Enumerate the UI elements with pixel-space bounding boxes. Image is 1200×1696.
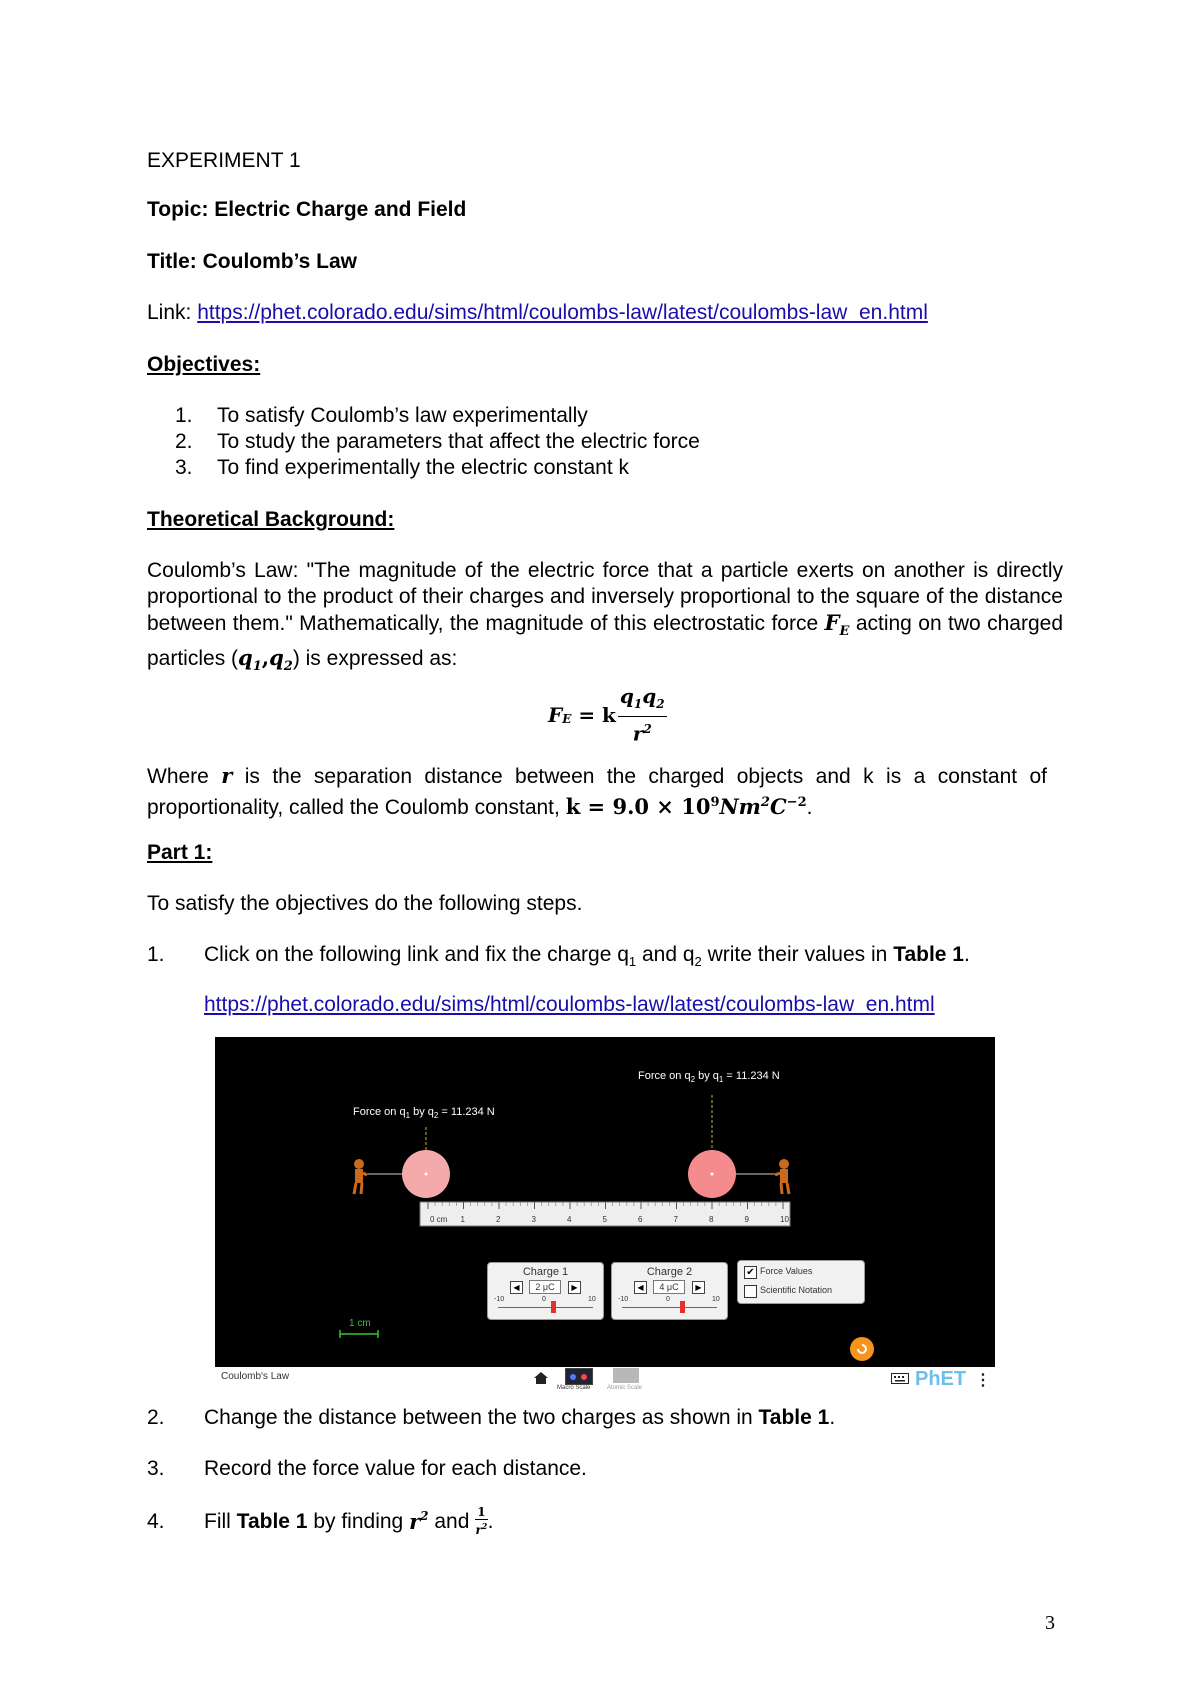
atomic-scale-label: Atomic Scale (607, 1385, 643, 1391)
scale-label: 1 cm (349, 1318, 371, 1329)
step-1-link-line (204, 992, 935, 1018)
charge-2-increase-button[interactable]: ▶ (692, 1281, 705, 1294)
atomic-scale-icon[interactable] (613, 1368, 639, 1383)
menu-icon[interactable]: ⋮ (975, 1372, 991, 1389)
theory-paragraph: Coulomb’s Law: "The magnitude of the electric force that a particle exerts on another is directly proportional to the product of their charges and inversely proportional to the square of the distance between them." Mathematically, the magnitude of this electrostatic force $F_E$ acting on two charged particles $(q_1,q_2)$ is expressed as: (147, 559, 1064, 675)
link-label: Link: (147, 301, 198, 324)
charge-1-decrease-button[interactable]: ◀ (510, 1281, 523, 1294)
charge-1-increase-button[interactable]: ▶ (568, 1281, 581, 1294)
step-1: 1. Click on the following link and fix the charge $q_1$ and $q_2$ write their values in Table 1. (147, 943, 970, 970)
charge-2-panel: Charge 2 ◀ 4 μC ▶ -10 0 10 (611, 1262, 728, 1320)
objectives-list (175, 403, 700, 481)
charge-1-title: Charge 1 (522, 1266, 569, 1278)
right-puller-icon (775, 1159, 789, 1194)
sim-nav-bar (215, 1367, 995, 1395)
scientific-notation-checkbox[interactable] (744, 1285, 757, 1298)
macro-scale-label: Macro Scale (557, 1385, 591, 1391)
step-3: 3. Record the force value for each distance. (147, 1457, 587, 1480)
charge-1-slider-track[interactable] (498, 1307, 593, 1308)
charge-2-value: 4 μC (653, 1280, 685, 1294)
objectives-heading: Objectives: (147, 353, 261, 376)
charge-2-slider-thumb[interactable] (680, 1301, 685, 1313)
part1-heading: Part 1: (147, 841, 213, 864)
ruler-tick-label: 3 (531, 1215, 536, 1224)
page-number: 3 (1045, 1612, 1055, 1634)
simulation-screenshot (215, 1037, 995, 1367)
ruler-tick-label: 5 (602, 1215, 607, 1224)
ruler-tick-label: 9 (744, 1215, 749, 1224)
list-item: 3. To find experimentally the electric constant k (175, 456, 630, 479)
list-item: 1. To satisfy Coulomb’s law experimentally (175, 404, 588, 427)
ruler-tick-label: 4 (567, 1215, 572, 1224)
force-label-q1: Force on $q_1$ by $q_2 = 11.234$ N (353, 1106, 495, 1121)
ruler[interactable] (420, 1202, 790, 1226)
ruler-tick-label: 1 (460, 1215, 465, 1224)
charge-1-panel: Charge 1 ◀ 2 μC ▶ -10 0 10 (487, 1262, 604, 1320)
ruler-tick-label: 2 (496, 1215, 501, 1224)
force-label-q2: Force on $q_2$ by $q_1 = 11.234$ N (638, 1070, 780, 1085)
simulation-canvas (215, 1037, 995, 1367)
ruler-tick-label: 7 (673, 1215, 678, 1224)
ruler-tick-label: 10 (780, 1215, 789, 1224)
experiment-heading: EXPERIMENT 1 (147, 149, 301, 172)
theory-heading: Theoretical Background: (147, 508, 395, 531)
charge-2-title: Charge 2 (646, 1266, 693, 1278)
sim-app-name: Coulomb's Law (221, 1371, 290, 1382)
reset-button[interactable] (850, 1337, 874, 1361)
coulomb-formula: F $_E$ = k $q_1q_2$ $r^2$ (548, 683, 665, 746)
charge-2-decrease-button[interactable]: ◀ (634, 1281, 647, 1294)
force-values-label: Force Values (760, 1266, 813, 1276)
simulation-link[interactable]: https://phet.colorado.edu/sims/html/coulombs-law/latest/coulombs-law_en.html (197, 301, 928, 324)
phet-logo[interactable]: PhET (915, 1368, 967, 1390)
macro-scale-icon[interactable] (565, 1368, 593, 1385)
list-item: 2. To study the parameters that affect the electric force (175, 430, 700, 453)
part1-intro: To satisfy the objectives do the following steps. (147, 892, 583, 915)
inverse-square-fraction: 1 $r^2$ (475, 1505, 488, 1537)
force-values-checkbox[interactable]: ✔ (744, 1266, 757, 1279)
charge-1-slider-thumb[interactable] (551, 1301, 556, 1313)
left-puller-icon (354, 1159, 367, 1194)
options-panel (737, 1260, 865, 1304)
ruler-tick-label: 6 (638, 1215, 643, 1224)
step-2: 2. Change the distance between the two charges as shown in Table 1. (147, 1406, 836, 1429)
charge-2-slider-track[interactable] (622, 1307, 717, 1308)
where-paragraph: Where r is the separation distance between the charged objects and k is a constant of proportionality, called the Coulomb constant, $k = 9.0 \times 10^9Nm^2C^{-2}$. (147, 763, 1048, 819)
keyboard-icon[interactable] (891, 1373, 909, 1384)
title-line: Title: Coulomb’s Law (147, 250, 358, 273)
scientific-notation-label: Scientific Notation (760, 1285, 833, 1295)
charge-1-value: 2 μC (529, 1280, 561, 1294)
link-line (147, 300, 928, 326)
simulation-link-2[interactable]: https://phet.colorado.edu/sims/html/coulombs-law/latest/coulombs-law_en.html (204, 993, 935, 1016)
ruler-tick-label: 8 (709, 1215, 714, 1224)
home-icon[interactable] (533, 1371, 549, 1385)
formula-fraction: $q_1q_2$ $r^2$ (619, 683, 665, 746)
topic-line: Topic: Electric Charge and Field (147, 198, 467, 221)
step-4: 4. Fill Table 1 by finding r $^2$ and 1 $r^2$ . (147, 1505, 494, 1537)
ruler-tick-label: 0 cm (430, 1215, 448, 1224)
